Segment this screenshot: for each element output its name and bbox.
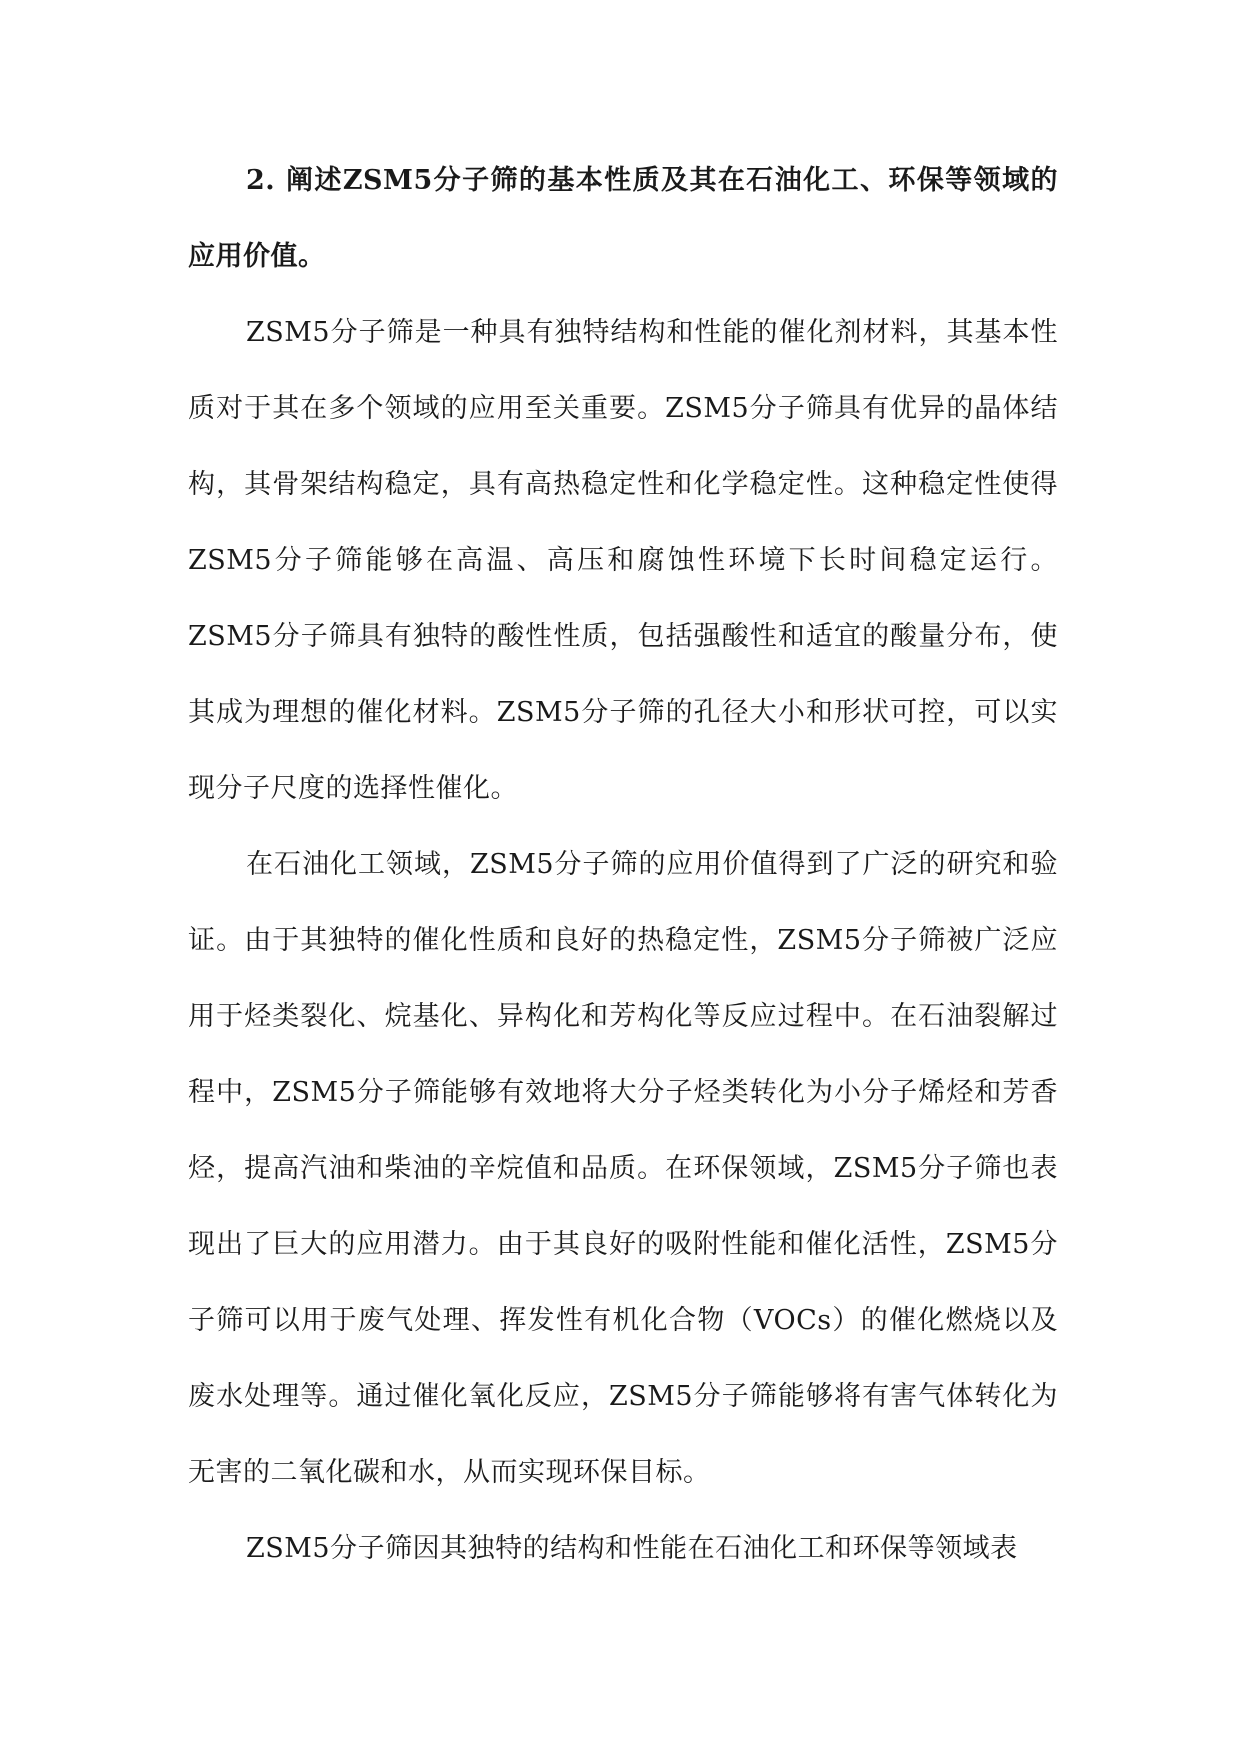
document-body (188, 143, 1058, 1587)
paragraph-conclusion: ZSM5分子筛因其独特的结构和性能在石油化工和环保等领域表 (246, 1533, 1018, 1564)
paragraph-properties: ZSM5分子筛是一种具有独特结构和性能的催化剂材料，其基本性质对于其在多个领域的应用至关重要。ZSM5分子筛具有优异的晶体结构，其骨架结构稳定，具有高热稳定性和化学稳定性。这种稳定性使得ZSM5分子筛能够在高温、高压和腐蚀性环境下长时间稳定运行。ZSM5分子筛具有独特的酸性性质，包括强酸性和适宜的酸量分布，使其成为理想的催化材料。ZSM5分子筛的孔径大小和形状可控，可以实现分子尺度的选择性催化。 (188, 317, 1058, 804)
section-heading: 2. 阐述ZSM5分子筛的基本性质及其在石油化工、环保等领域的应用价值。 (188, 165, 1058, 272)
paragraph-applications: 在石油化工领域，ZSM5分子筛的应用价值得到了广泛的研究和验证。由于其独特的催化性质和良好的热稳定性，ZSM5分子筛被广泛应用于烃类裂化、烷基化、异构化和芳构化等反应过程中。在石油裂解过程中，ZSM5分子筛能够有效地将大分子烃类转化为小分子烯烃和芳香烃，提高汽油和柴油的辛烷值和品质。在环保领域，ZSM5分子筛也表现出了巨大的应用潜力。由于其良好的吸附性能和催化活性，ZSM5分子筛可以用于废气处理、挥发性有机化合物（VOCs）的催化燃烧以及废水处理等。通过催化氧化反应，ZSM5分子筛能够将有害气体转化为无害的二氧化碳和水，从而实现环保目标。 (188, 849, 1058, 1488)
